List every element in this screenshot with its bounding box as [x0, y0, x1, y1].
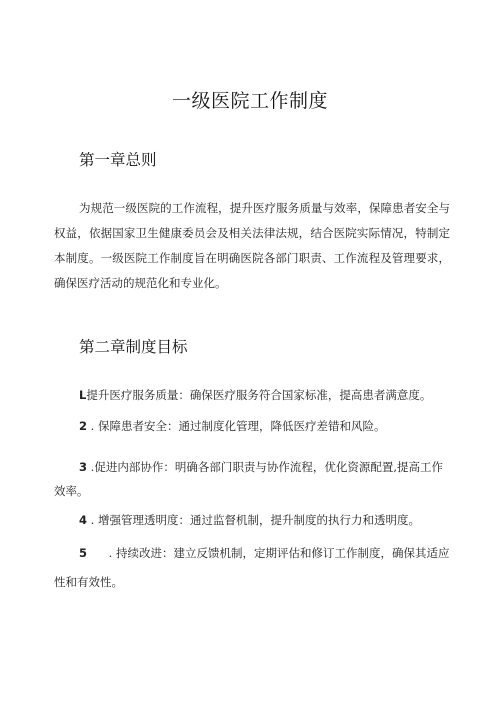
goal-item-3: [54, 455, 450, 503]
goal-item-number: L: [79, 388, 87, 402]
chapter-2-heading: 第二章制度目标: [79, 338, 188, 356]
goal-item-5: [54, 539, 450, 597]
goal-item-1: [79, 383, 450, 407]
goal-item-text: 提升医疗服务质量：确保医疗服务符合国家标准，提高患者满意度。: [86, 388, 432, 402]
chapter-1-paragraph: 为规范一级医院的工作流程，提升医疗服务质量与效率，保障患者安全与权益，依据国家卫生健康委员会及相关法律法规，结合医院实际情况，特制定本制度。一级医院工作制度旨在明确医院各部门职责、工作流程及管理要求，确保医疗活动的规范化和专业化。: [54, 201, 450, 290]
goal-item-text: . 保障患者安全：通过制度化管理，降低医疗差错和风险。: [87, 419, 386, 433]
goal-item-number: 5: [79, 546, 88, 560]
document-title: 一级医院工作制度: [171, 90, 328, 112]
goal-item-text: . 增强管理透明度：通过监督机制，提升制度的执行力和透明度。: [87, 513, 420, 527]
goal-item-number: 3: [79, 460, 88, 474]
goal-item-number: 2: [79, 419, 88, 433]
goal-item-text: .促进内部协作：明确各部门职责与协作流程，优化资源配置,提高工作效率。: [54, 460, 443, 498]
goal-item-2: [79, 414, 450, 438]
goal-item-4: [79, 508, 450, 532]
goal-item-number: 4: [79, 513, 88, 527]
goal-item-text: . 持续改进：建立反馈机制，定期评估和修订工作制度，确保其适应性和有效性。: [54, 546, 450, 589]
chapter-1-heading: 第一章总则: [79, 151, 157, 169]
